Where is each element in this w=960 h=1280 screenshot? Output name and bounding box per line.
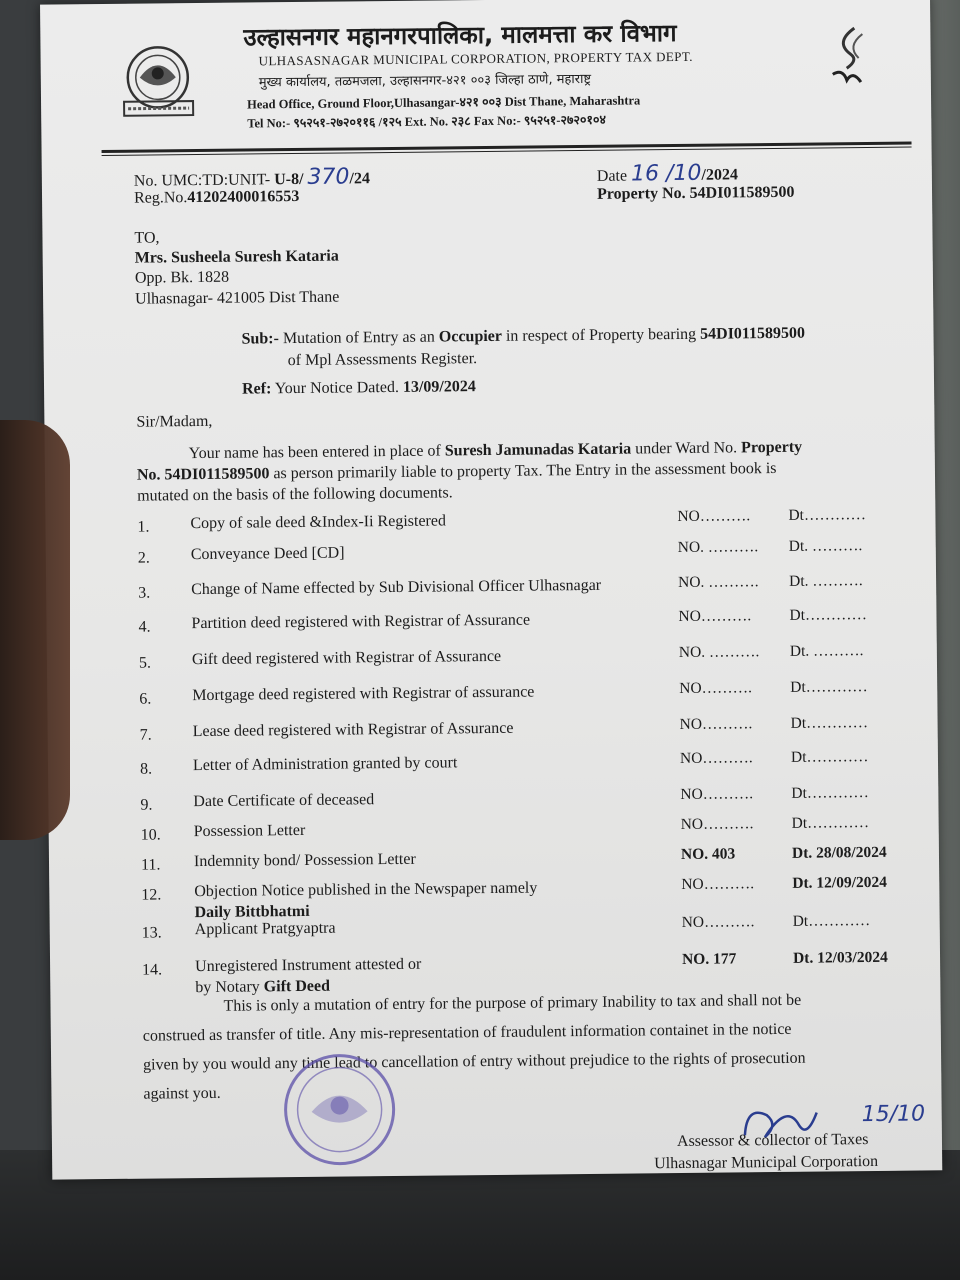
signatory-organization: Ulhasnagar Municipal Corporation xyxy=(654,1152,879,1173)
document-label: Partition deed registered with Registrar of Assurance xyxy=(191,611,531,633)
document-label: Gift deed registered with Registrar of Assurance xyxy=(191,647,502,669)
document-no-field: NO. 177 xyxy=(681,950,737,968)
handwritten-ref-no: 370 xyxy=(307,164,350,190)
disclaimer-line2: construed as transfer of title. Any mis-representation of fraudulent information containet in the notice xyxy=(142,1020,792,1045)
document-label: Objection Notice published in the Newspaper namely xyxy=(194,879,538,901)
document-label: Unregistered Instrument attested or xyxy=(195,955,422,976)
document-label: Copy of sale deed &Index-Ii Registered xyxy=(190,512,447,533)
body-line3: mutated on the basis of the following documents. xyxy=(137,484,453,505)
document-date-field: Dt………… xyxy=(790,678,868,696)
header-contact: Tel No:- ९५२५१-२७२०११६ /१२५ Ext. No. २३८ Fax No:- ९५२५१-२७२०१०४ xyxy=(247,112,607,131)
document-label: Possession Letter xyxy=(193,821,306,841)
addressee-line2: Ulhasnagar- 421005 Dist Thane xyxy=(135,288,340,308)
reference-unit: U-8/ xyxy=(274,170,304,189)
document-number: 10. xyxy=(140,826,161,844)
body-line1 xyxy=(189,439,803,463)
document-label: Lease deed registered with Registrar of Assurance xyxy=(192,719,514,741)
letter-page xyxy=(40,0,942,1180)
subject-text-a: Mutation of Entry as an xyxy=(282,328,435,348)
ref-date: 13/09/2024 xyxy=(402,378,476,396)
document-label: Applicant Pratgyaptra xyxy=(194,919,336,939)
reg-number: 41202400016553 xyxy=(187,187,300,207)
document-number: 3. xyxy=(138,584,151,602)
document-date-field: Dt………… xyxy=(788,506,866,524)
document-no-field: NO. 403 xyxy=(680,845,736,863)
document-number: 2. xyxy=(137,549,150,567)
document-date-field: Dt. 12/03/2024 xyxy=(792,948,888,967)
registration-line xyxy=(134,188,300,208)
document-number: 12. xyxy=(141,886,162,904)
flame-logo-icon xyxy=(824,24,871,90)
document-label: Letter of Administration granted by court xyxy=(192,754,458,775)
reference-prefix: No. UMC:TD:UNIT- xyxy=(133,171,271,190)
document-type: Gift Deed xyxy=(263,977,331,996)
document-label-extra xyxy=(195,978,330,997)
reg-label: Reg.No. xyxy=(133,189,188,207)
reference-year: /24 xyxy=(349,170,371,188)
document-no-field: NO. ………. xyxy=(677,538,759,557)
handwritten-date: 16 /10 xyxy=(630,160,702,187)
disclaimer-line3: given by you would any time lead to cancellation of entry without prejudice to the rights of prosecution xyxy=(143,1049,806,1074)
addressee-name: Mrs. Susheela Suresh Kataria xyxy=(134,247,339,267)
body-ward-label: under Ward No. xyxy=(635,439,738,458)
date-line xyxy=(597,160,738,186)
disclaimer-line1: This is only a mutation of entry for the purpose of primary Inability to tax and shall not be xyxy=(223,991,802,1015)
addressee-line1: Opp. Bk. 1828 xyxy=(134,268,230,287)
document-date-field: Dt………… xyxy=(791,814,870,832)
subject-role: Occupier xyxy=(438,327,503,346)
property-label: Property No. xyxy=(596,184,686,203)
body-property-number: No. 54DI011589500 xyxy=(136,465,270,484)
header-title-english: ULHASASNAGAR MUNICIPAL CORPORATION, PROPERTY TAX DEPT. xyxy=(258,48,693,69)
date-year: /2024 xyxy=(701,166,738,184)
document-no-field: NO………. xyxy=(679,679,753,698)
signature-date: 15/10 xyxy=(861,1101,926,1128)
document-no-field: NO………. xyxy=(680,815,754,833)
document-number: 6. xyxy=(139,690,152,708)
corporation-emblem-icon xyxy=(115,43,201,124)
subject-text-b: in respect of Property bearing xyxy=(505,325,697,345)
ref-line xyxy=(242,378,476,398)
document-number: 13. xyxy=(141,924,162,942)
document-label-extra: Daily Bittbhatmi xyxy=(194,902,310,922)
document-date-field: Dt. ………. xyxy=(788,537,863,555)
ref-label: Ref: xyxy=(241,380,272,398)
property-number: 54DI011589500 xyxy=(689,183,795,202)
document-date-field: Dt………… xyxy=(789,606,868,624)
document-no-field: NO………. xyxy=(678,607,752,626)
document-number: 9. xyxy=(140,796,153,814)
document-number: 1. xyxy=(137,518,150,536)
holding-thumb xyxy=(0,420,70,840)
subject-label: Sub:- xyxy=(241,330,279,348)
document-no-field: NO………. xyxy=(680,785,754,803)
document-date-field: Dt………… xyxy=(792,912,871,930)
document-label: Change of Name effected by Sub Divisional Officer Ulhasnagar xyxy=(191,576,602,599)
document-no-field: NO………. xyxy=(681,875,755,893)
document-number: 7. xyxy=(139,726,152,744)
document-number: 4. xyxy=(138,618,151,636)
subject-property: 54DI011589500 xyxy=(700,324,806,343)
document-number: 11. xyxy=(140,856,161,874)
document-date-field: Dt. ………. xyxy=(789,642,864,660)
document-no-field: NO………. xyxy=(677,507,751,526)
previous-owner-name: Suresh Jamunadas Kataria xyxy=(444,440,632,460)
document-number: 14. xyxy=(142,961,163,979)
document-no-field: NO………. xyxy=(681,913,755,931)
document-no-field: NO. ………. xyxy=(678,643,760,662)
document-label: Conveyance Deed [CD] xyxy=(190,544,345,564)
document-date-field: Dt. 12/09/2024 xyxy=(792,873,888,892)
ref-text: Your Notice Dated. xyxy=(274,378,400,398)
date-label: Date xyxy=(596,167,628,185)
document-date-field: Dt………… xyxy=(790,748,869,766)
document-label: Mortgage deed registered with Registrar of assurance xyxy=(192,683,535,705)
subject-line xyxy=(241,325,805,349)
header-title-marathi: उल्हासनगर महानगरपालिका, मालमत्ता कर विभाग xyxy=(243,18,677,52)
body-line2 xyxy=(137,460,777,485)
document-number: 5. xyxy=(138,654,152,672)
property-line xyxy=(597,184,795,204)
body-text-2: as person primarily liable to property Tax. The Entry in the assessment book is xyxy=(273,459,777,483)
signatory-title: Assessor & collector of Taxes xyxy=(676,1131,869,1151)
official-seal-stamp-icon xyxy=(279,1049,400,1170)
subject-line2: of Mpl Assessments Register. xyxy=(287,350,478,370)
header-address-marathi: मुख्य कार्यालय, तळमजला, उल्हासनगर-४२१ ००३ जिल्हा ठाणे, महाराष्ट्र xyxy=(258,71,592,91)
body-property-label: Property xyxy=(741,438,803,457)
header-address-english: Head Office, Ground Floor,Ulhasangar-४२१ ००३ Dist Thane, Maharashtra xyxy=(247,93,641,112)
document-no-field: NO. ………. xyxy=(678,573,759,592)
document-no-field: NO………. xyxy=(679,749,753,767)
document-date-field: Dt………… xyxy=(790,714,869,732)
document-no-field: NO………. xyxy=(679,715,753,734)
document-label: Indemnity bond/ Possession Letter xyxy=(193,850,416,871)
document-date-field: Dt………… xyxy=(791,784,869,802)
salutation: Sir/Madam, xyxy=(136,412,213,431)
document-number: 8. xyxy=(139,760,153,778)
addressee-to: TO, xyxy=(134,229,160,247)
document-label: Date Certificate of deceased xyxy=(193,791,375,811)
document-date-field: Dt. 28/08/2024 xyxy=(791,843,887,862)
body-text: Your name has been entered in place of xyxy=(188,442,441,463)
disclaimer-line4: against you. xyxy=(143,1084,221,1103)
document-label-prefix: by Notary xyxy=(195,978,260,997)
document-date-field: Dt. ………. xyxy=(789,572,863,590)
